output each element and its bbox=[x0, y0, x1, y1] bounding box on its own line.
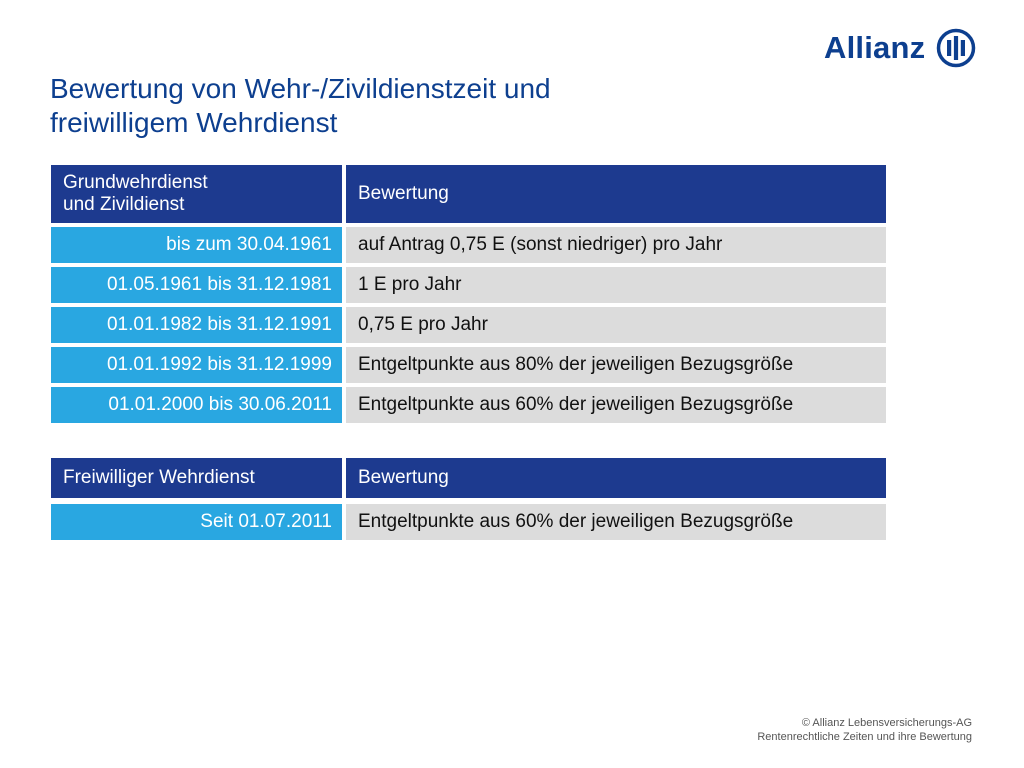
period-cell: 01.01.1992 bis 31.12.1999 bbox=[51, 347, 342, 383]
page-title-line-1: Bewertung von Wehr-/Zivildienstzeit und bbox=[50, 73, 551, 104]
value-cell: 1 E pro Jahr bbox=[346, 267, 886, 303]
period-cell: 01.01.1982 bis 31.12.1991 bbox=[51, 307, 342, 343]
value-cell: 0,75 E pro Jahr bbox=[346, 307, 886, 343]
page-title bbox=[50, 72, 750, 140]
header-service-line-2: und Zivildienst bbox=[63, 194, 185, 215]
header-cell-service-type: Freiwilliger Wehrdienst bbox=[51, 458, 342, 498]
period-cell: 01.05.1961 bis 31.12.1981 bbox=[51, 267, 342, 303]
header-cell-bewertung: Bewertung bbox=[346, 165, 886, 223]
page-title-line-2: freiwilligem Wehrdienst bbox=[50, 107, 338, 138]
footer-copyright: © Allianz Lebensversicherungs-AG bbox=[801, 717, 972, 729]
period-cell: bis zum 30.04.1961 bbox=[51, 227, 342, 263]
allianz-eagle-icon bbox=[936, 28, 976, 68]
value-cell: Entgeltpunkte aus 80% der jeweiligen Bezugsgröße bbox=[346, 347, 886, 383]
footer bbox=[757, 716, 972, 744]
value-cell: auf Antrag 0,75 E (sonst niedriger) pro Jahr bbox=[346, 227, 886, 263]
period-cell: Seit 01.07.2011 bbox=[51, 504, 342, 540]
value-cell: Entgeltpunkte aus 60% der jeweiligen Bezugsgröße bbox=[346, 504, 886, 540]
header-cell-bewertung: Bewertung bbox=[346, 458, 886, 498]
value-cell: Entgeltpunkte aus 60% der jeweiligen Bezugsgröße bbox=[346, 387, 886, 423]
footer-module: Rentenrechtliche Zeiten und ihre Bewertung bbox=[757, 731, 972, 743]
period-cell: 01.01.2000 bis 30.06.2011 bbox=[51, 387, 342, 423]
allianz-logo bbox=[824, 28, 976, 72]
header-cell-service-type bbox=[51, 165, 342, 223]
header-service-line-1: Grundwehrdienst bbox=[63, 172, 208, 193]
logo-wordmark: Allianz bbox=[824, 30, 926, 65]
